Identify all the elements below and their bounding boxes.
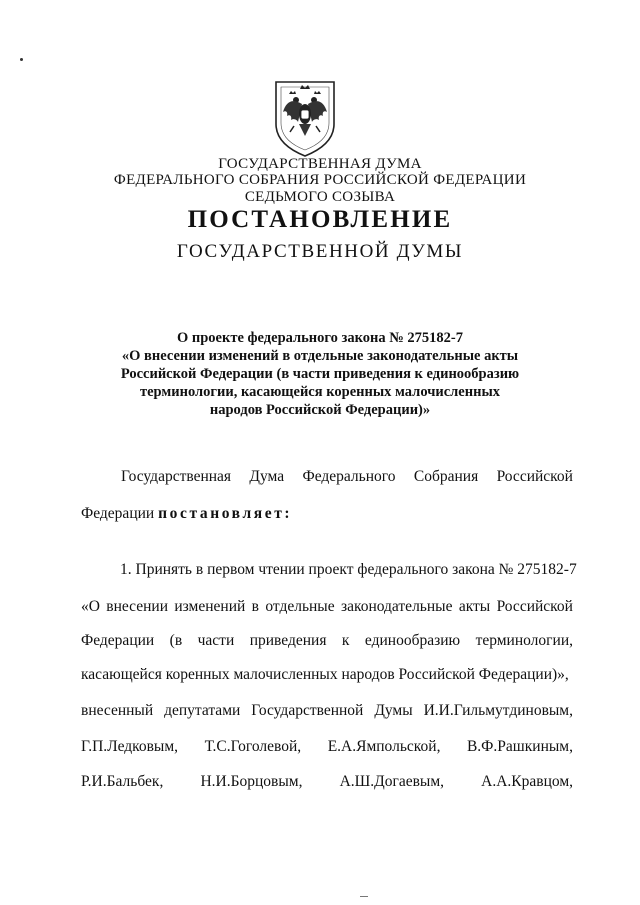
document-subtitle: ГОСУДАРСТВЕННОЙ ДУМЫ (176, 241, 464, 262)
coat-of-arms-emblem (272, 78, 338, 158)
item1-line-1: 1. Принять в первом чтении проект федерального закона № 275182-7 (120, 561, 577, 578)
subject-line-2: «О внесении изменений в отдельные законодательные акты (121, 348, 519, 364)
word: в (251, 598, 259, 615)
subject-line-5: народов Российской Федерации)» (209, 402, 431, 418)
header-line-convocation: СЕДЬМОГО СОЗЫВА (244, 189, 396, 205)
word: приведения (249, 632, 327, 649)
word: «О (81, 598, 100, 615)
word: Федерации (81, 632, 155, 649)
preamble-line-1 (121, 468, 573, 486)
item1-line-5 (81, 702, 573, 720)
scan-mark (360, 896, 368, 897)
word: единообразию (364, 632, 461, 649)
preamble-word: Государственная (121, 468, 232, 485)
scan-speck (20, 58, 23, 61)
item1-line-2 (81, 598, 573, 616)
deputy-name: Т.С.Гоголевой, (204, 738, 302, 755)
word: акты (458, 598, 491, 615)
preamble-word: Федерального (302, 468, 396, 485)
item1-line-4: касающейся коренных малочисленных народов Российской Федерации)», (81, 666, 569, 683)
deputy-name: Г.П.Ледковым, (81, 738, 179, 755)
header-line-duma: ГОСУДАРСТВЕННАЯ ДУМА (218, 156, 422, 172)
word: внесенный (81, 702, 154, 719)
word: (в (169, 632, 183, 649)
item1-line-6 (81, 738, 573, 756)
word: изменений (174, 598, 246, 615)
document-title: ПОСТАНОВЛЕНИЕ (187, 206, 453, 233)
subject-line-3: Российской Федерации (в части приведения к единообразию (120, 366, 520, 382)
word: внесении (106, 598, 169, 615)
subject-line-1: О проекте федерального закона № 275182-7 (176, 330, 464, 346)
item1-line-7 (81, 773, 573, 791)
deputy-name: Н.И.Борцовым, (200, 773, 303, 790)
deputy-name: А.Ш.Догаевым, (339, 773, 445, 790)
preamble-line-2 (81, 505, 292, 523)
word: части (197, 632, 235, 649)
item1-line-3 (81, 632, 573, 650)
preamble-word: Российской (496, 468, 573, 485)
word: Думы (374, 702, 413, 719)
word: терминологии, (475, 632, 573, 649)
word: И.И.Гильмутдиновым, (423, 702, 573, 719)
word: депутатами (164, 702, 241, 719)
subject-line-4: терминологии, касающейся коренных малочисленных (139, 384, 501, 400)
header-line-federal-assembly: ФЕДЕРАЛЬНОГО СОБРАНИЯ РОССИЙСКОЙ ФЕДЕРАЦИИ (113, 172, 527, 188)
word: отдельные (265, 598, 335, 615)
preamble-word: Собрания (413, 468, 479, 485)
preamble-federation: Федерации (81, 505, 155, 522)
resolves-spaced: постановляет: (158, 505, 293, 522)
word: законодательные (340, 598, 453, 615)
word: Российской (496, 598, 573, 615)
deputy-name: В.Ф.Рашкиным, (466, 738, 573, 755)
deputy-name: А.А.Кравцом, (481, 773, 573, 790)
word: Государственной (251, 702, 364, 719)
word: к (341, 632, 350, 649)
deputy-name: Р.И.Бальбек, (81, 773, 164, 790)
deputy-name: Е.А.Ямпольской, (327, 738, 441, 755)
preamble-word: Дума (249, 468, 285, 485)
